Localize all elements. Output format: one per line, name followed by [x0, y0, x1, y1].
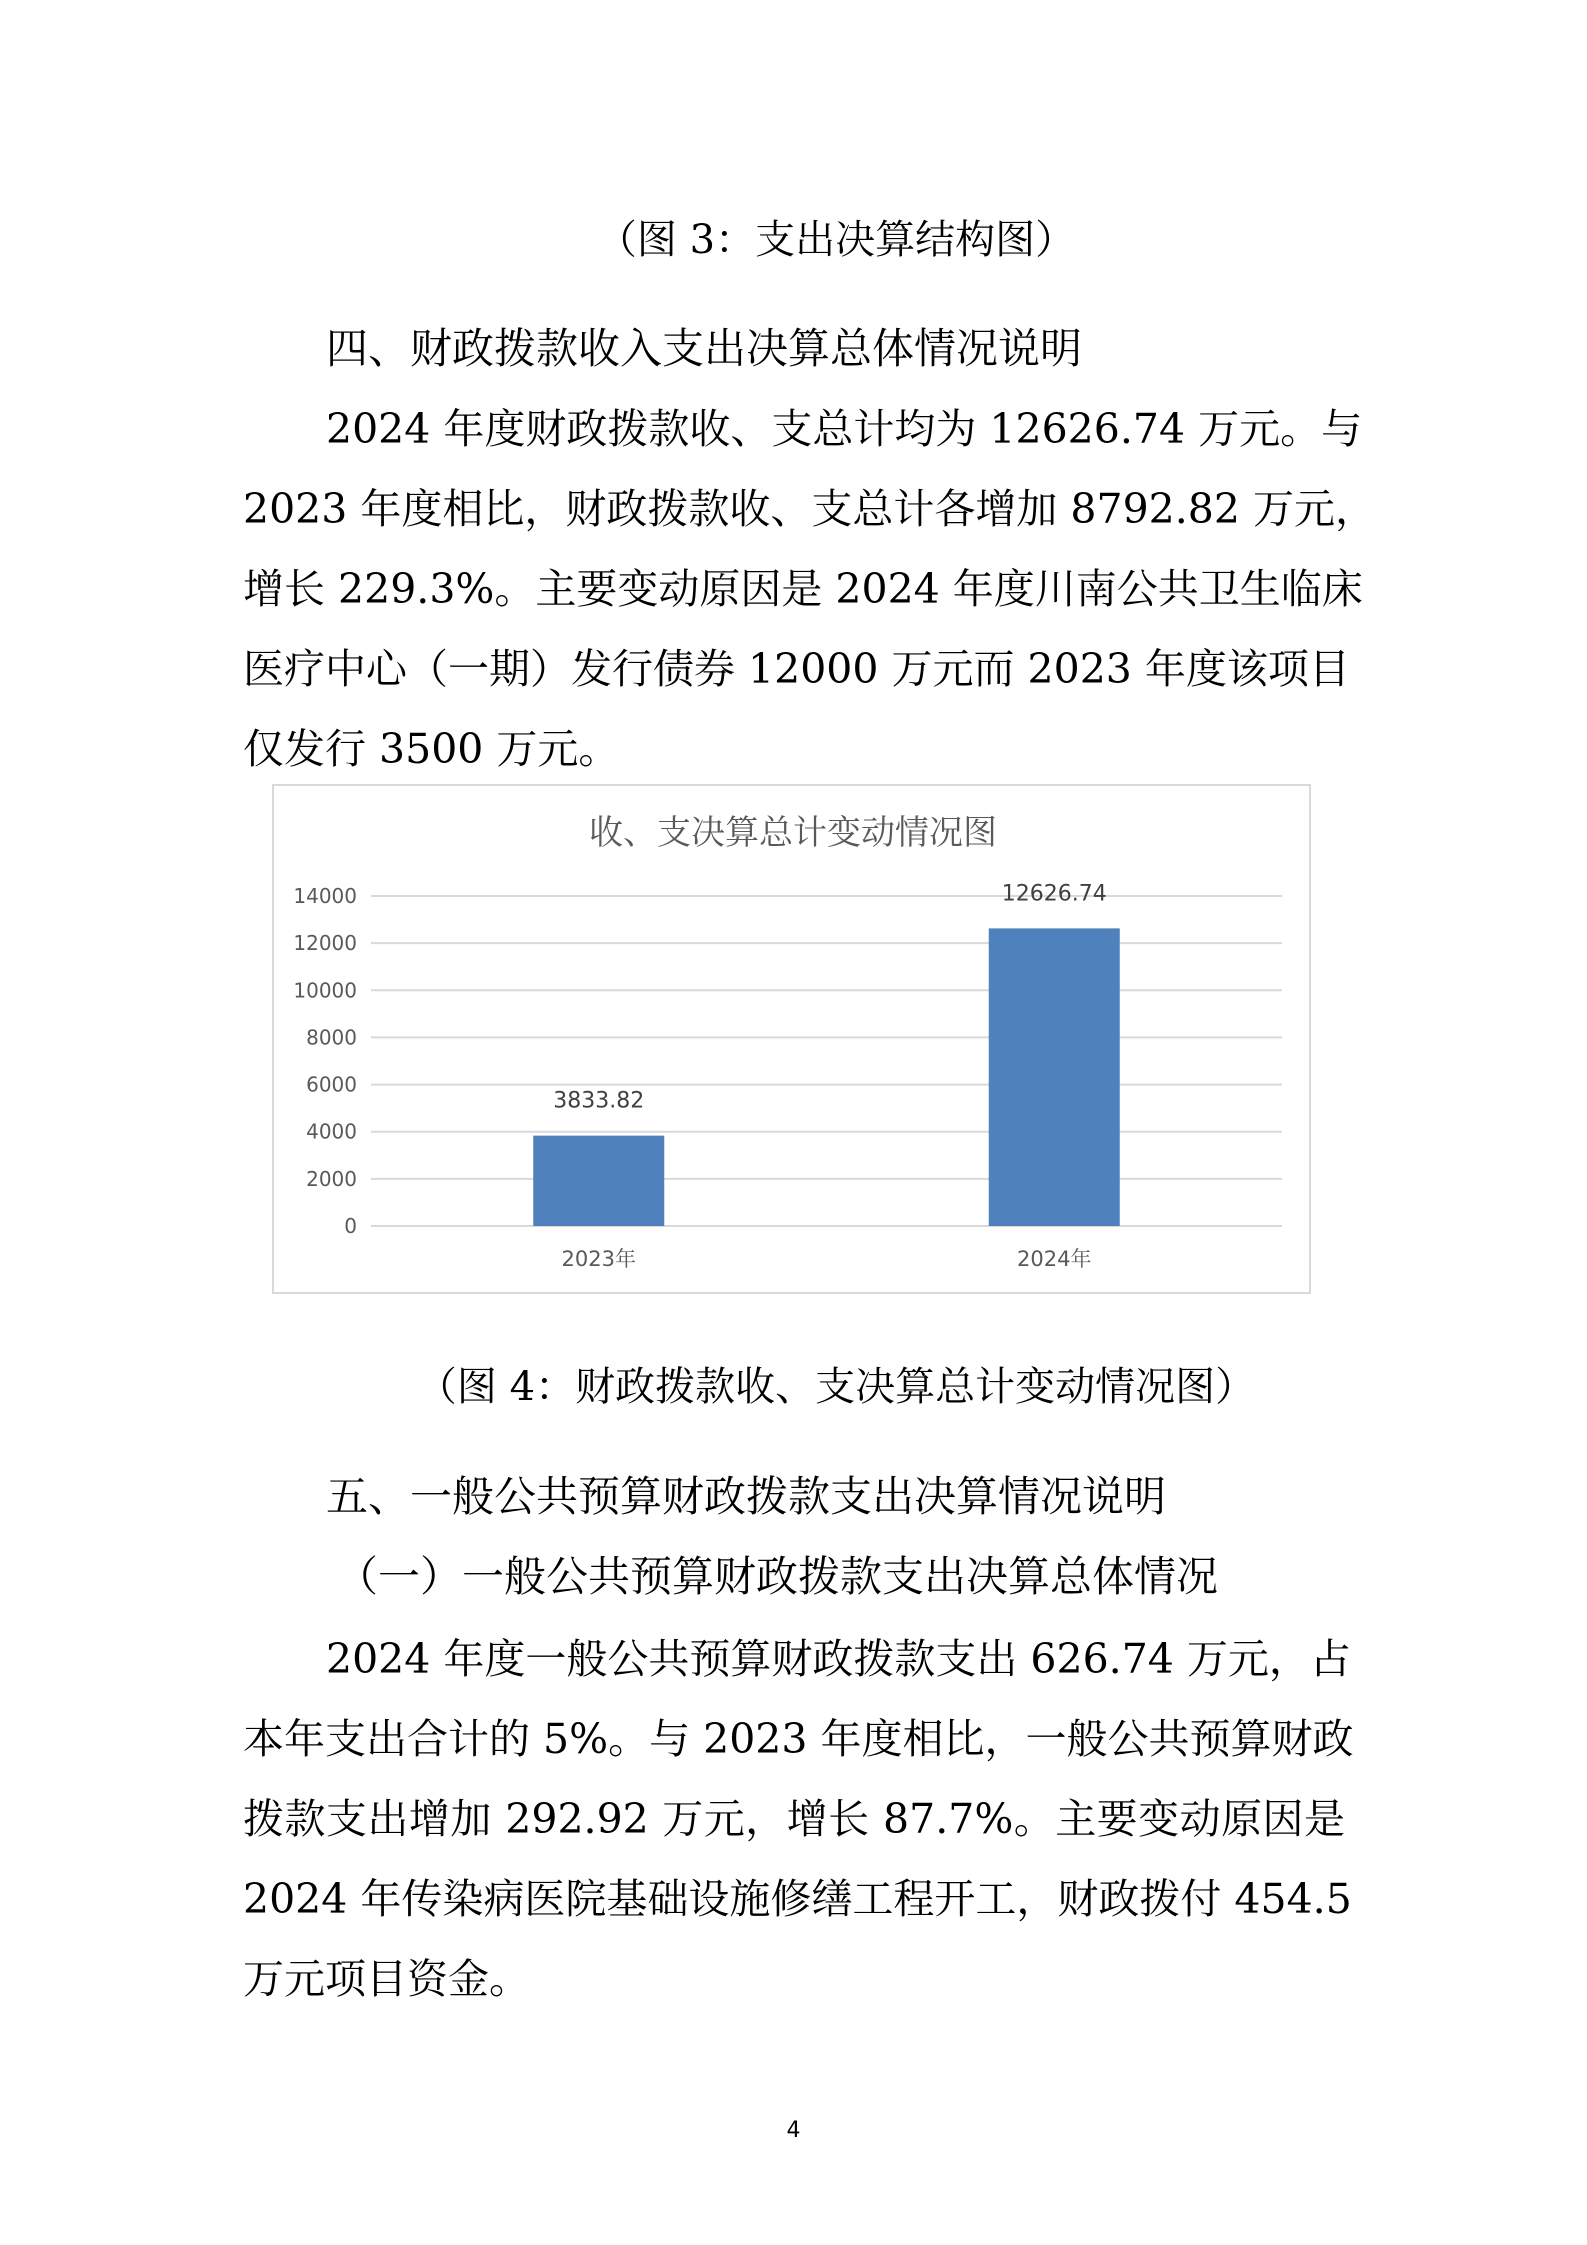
- figure-4-caption: （图 4：财政拨款收、支决算总计变动情况图）: [416, 1364, 1256, 1410]
- paragraph-line: 医疗中心（一期）发行债券 12000 万元而 2023 年度该项目: [243, 645, 1350, 693]
- bar-2023年: [533, 1136, 664, 1226]
- paragraph-line: 拨款支出增加 292.92 万元，增长 87.7%。主要变动原因是: [243, 1795, 1345, 1843]
- figure-3-caption: （图 3：支出决算结构图）: [596, 217, 1076, 263]
- section-5-subheading: （一）一般公共预算财政拨款支出决算总体情况: [336, 1552, 1219, 1601]
- y-tick-label: 12000: [293, 931, 357, 956]
- y-tick-label: 8000: [306, 1025, 357, 1050]
- page-number: 4: [786, 2118, 801, 2143]
- y-tick-label: 4000: [306, 1119, 357, 1144]
- paragraph-line: 万元项目资金。: [243, 1955, 530, 2003]
- paragraph-line: 仅发行 3500 万元。: [243, 725, 620, 773]
- paragraph-line: 本年支出合计的 5%。与 2023 年度相比，一般公共预算财政: [243, 1715, 1354, 1763]
- paragraph-line: 2024 年度一般公共预算财政拨款支出 626.74 万元，占: [326, 1635, 1351, 1683]
- x-category-label: 2023年: [561, 1247, 636, 1271]
- data-label: 12626.74: [1001, 881, 1107, 907]
- y-tick-label: 10000: [293, 978, 357, 1003]
- chart-title: 收、支决算总计变动情况图: [589, 813, 997, 853]
- section-4-heading: 四、财政拨款收入支出决算总体情况说明: [326, 324, 1083, 373]
- bar-2024年: [989, 928, 1120, 1226]
- paragraph-line: 增长 229.3%。主要变动原因是 2024 年度川南公共卫生临床: [243, 565, 1363, 613]
- data-label: 3833.82: [553, 1088, 645, 1114]
- y-tick-label: 6000: [306, 1072, 357, 1097]
- x-category-label: 2024年: [1017, 1247, 1092, 1271]
- section-5-heading: 五、一般公共预算财政拨款支出决算情况说明: [326, 1472, 1167, 1521]
- paragraph-line: 2024 年度财政拨款收、支总计均为 12626.74 万元。与: [326, 405, 1363, 453]
- y-tick-label: 2000: [306, 1166, 357, 1191]
- chart-canvas: [274, 786, 1313, 1296]
- bar-chart: [272, 784, 1311, 1294]
- y-tick-label: 0: [344, 1214, 357, 1238]
- paragraph-line: 2024 年传染病医院基础设施修缮工程开工，财政拨付 454.5: [243, 1875, 1352, 1923]
- y-tick-label: 14000: [293, 884, 357, 908]
- paragraph-line: 2023 年度相比，财政拨款收、支总计各增加 8792.82 万元，: [243, 485, 1376, 533]
